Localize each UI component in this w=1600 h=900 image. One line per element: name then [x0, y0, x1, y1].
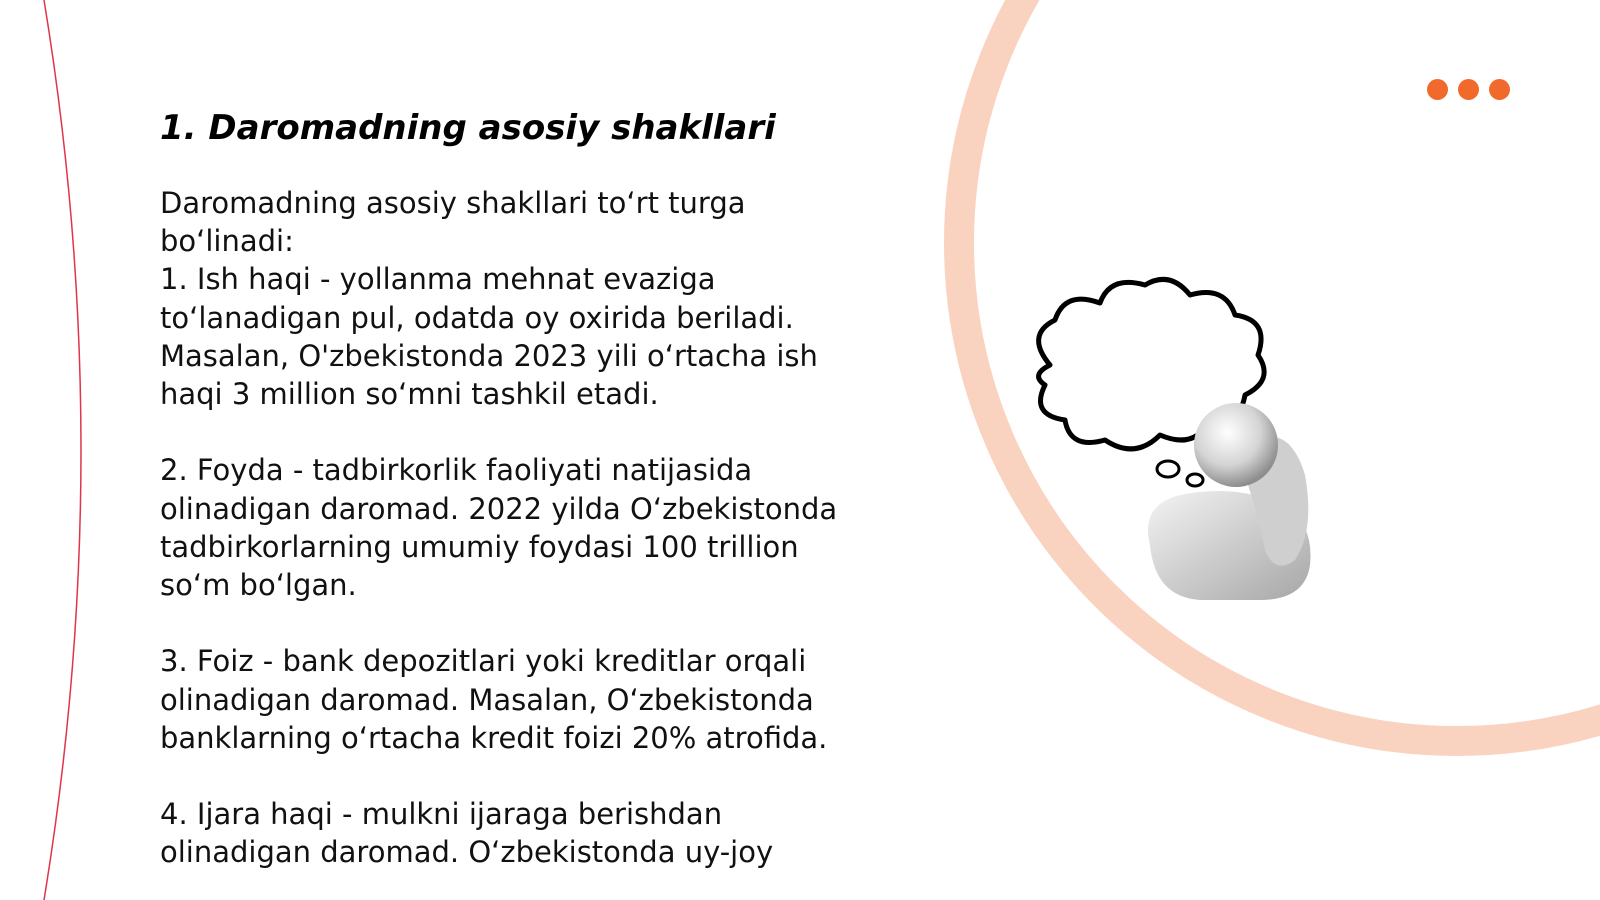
dot: [1489, 79, 1510, 100]
list-item-1: 1. Ish haqi - yollanma mehnat evaziga to‘lanadigan pul, odatda oy oxirida beriladi. Masalan, O'zbekistonda 2023 yili o‘rtacha ish haqi 3 million so‘mni tashkil etadi.: [160, 262, 828, 412]
thinking-person-illustration: [1030, 275, 1350, 615]
slide-content: [160, 106, 850, 872]
list-item-3: 3. Foiz - bank depozitlari yoki kreditlar orqali olinadigan daromad. Masalan, O‘zbekistonda banklarning o‘rtacha kredit foizi 20% atrofida.: [160, 644, 828, 755]
dot: [1458, 79, 1479, 100]
list-item-4: 4. Ijara haqi - mulkni ijaraga berishdan olinadigan daromad. O‘zbekistonda uy-joy: [160, 797, 774, 870]
slide-title: 1. Daromadning asosiy shakllari: [160, 108, 776, 148]
body-text: [160, 184, 850, 872]
dot: [1427, 79, 1448, 100]
left-curve-line: [44, 0, 81, 900]
intro-text: Daromadning asosiy shakllari to‘rt turga bo‘linadi:: [160, 186, 755, 259]
dots-menu-icon: [1427, 79, 1510, 100]
list-item-2: 2. Foyda - tadbirkorlik faoliyati natijasida olinadigan daromad. 2022 yilda O‘zbekistonda tadbirkorlarning umumiy foydasi 100 trillion so‘m bo‘lgan.: [160, 453, 847, 603]
